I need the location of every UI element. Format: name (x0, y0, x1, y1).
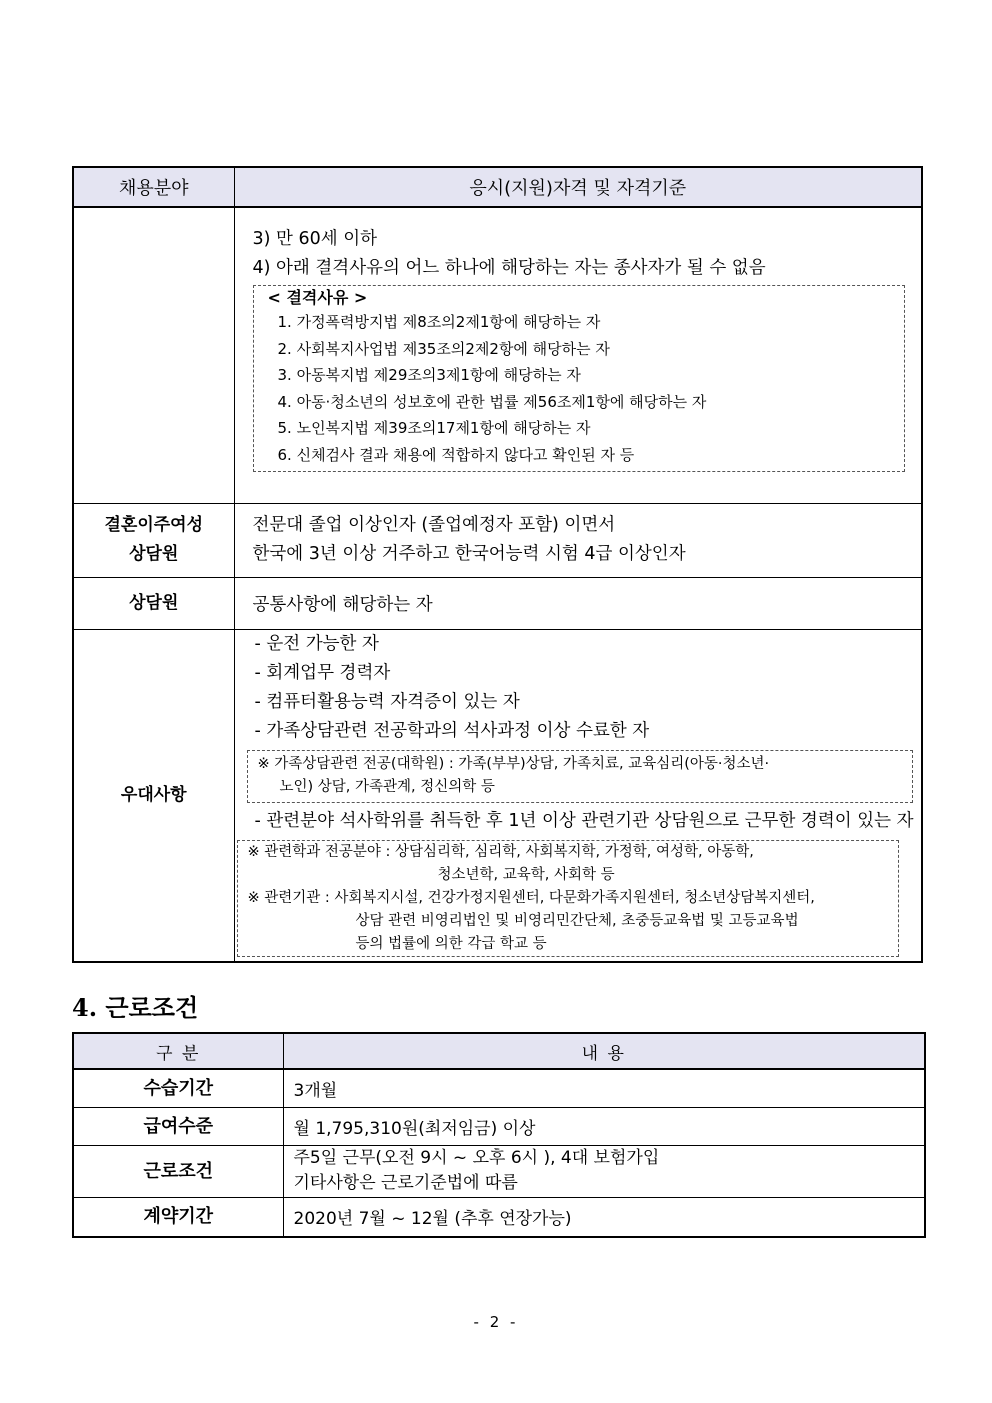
table-row-preference (73, 629, 922, 962)
header-category: 구 분 (73, 1033, 283, 1069)
value-contract-period: 2020년 7월 ~ 12월 (추후 연장가능) (283, 1197, 925, 1237)
category-migrant-line2: 상담원 (129, 544, 179, 564)
value-salary: 월 1,795,310원(최저임금) 이상 (283, 1107, 925, 1145)
major-note-line1: ※ 가족상담관련 전공(대학원) : 가족(부부)상담, 가족치료, 교육심리(아동·청소년· (257, 755, 770, 772)
migrant-requirement-2: 한국에 3년 이상 거주하고 한국어능력 시험 4급 이상인자 (252, 544, 686, 564)
label-salary: 급여수준 (73, 1107, 283, 1145)
table-row-common (73, 207, 922, 503)
related-institutions-line2: 상담 관련 비영리법인 및 비영리민간단체, 초중등교육법 및 고등교육법 (355, 912, 799, 929)
label-contract-period: 계약기간 (73, 1197, 283, 1237)
label-working-conditions: 근로조건 (73, 1145, 283, 1197)
pref-item: - 컴퓨터활용능력 자격증이 있는 자 (254, 691, 520, 712)
header-field: 채용분야 (73, 167, 234, 207)
related-fields-box (237, 840, 899, 957)
related-majors-line1: ※ 관련학과 전공분야 : 상담심리학, 심리학, 사회복지학, 가정학, 여성학, 아동학, (247, 843, 754, 860)
list-item: 3. 아동복지법 제29조의3제1항에 해당하는 자 (277, 366, 581, 384)
category-preference: 우대사항 (73, 629, 234, 962)
pref-item: - 운전 가능한 자 (254, 633, 379, 654)
working-conditions-table (72, 1032, 926, 1238)
list-item: 6. 신체검사 결과 채용에 적합하지 않다고 확인된 자 등 (277, 445, 635, 464)
disqualification-intro: 4) 아래 결격사유의 어느 하나에 해당하는 자는 종사자가 될 수 없음 (252, 258, 766, 278)
value-probation: 3개월 (283, 1069, 925, 1107)
list-item: 2. 사회복지사업법 제35조의2제2항에 해당하는 자 (277, 339, 610, 358)
category-migrant-line1: 결혼이주여성 (104, 515, 204, 535)
list-item: 4. 아동·청소년의 성보호에 관한 법률 제56조제1항에 해당하는 자 (277, 392, 707, 411)
table-row (73, 1197, 925, 1237)
table-row (73, 1069, 925, 1107)
major-note-line2: 노인) 상담, 가족관계, 정신의학 등 (279, 778, 495, 795)
label-probation: 수습기간 (73, 1069, 283, 1107)
table-row (73, 1145, 925, 1197)
list-item: 1. 가정폭력방지법 제8조의2제1항에 해당하는 자 (277, 313, 601, 331)
related-institutions-line3: 등의 법률에 의한 각급 학교 등 (355, 935, 547, 952)
section-title-working-conditions: 4. 근로조건 (72, 993, 199, 1022)
related-institutions-line1: ※ 관련기관 : 사회복지시설, 건강가정지원센터, 다문화가족지원센터, 청소년상담복지센터, (247, 889, 815, 906)
pref-item: - 가족상담관련 전공학과의 석사과정 이상 수료한 자 (254, 720, 650, 741)
major-note-box (247, 750, 913, 803)
migrant-requirement-1: 전문대 졸업 이상인자 (졸업예정자 포함) 이면서 (252, 515, 616, 535)
value-working-hours: 주5일 근무(오전 9시 ~ 오후 6시 ), 4대 보험가입 (293, 1148, 660, 1168)
table-row-migrant (73, 503, 922, 577)
table-header-row (73, 167, 922, 207)
page-number: - 2 - (473, 1313, 519, 1331)
disqualification-box (253, 285, 906, 472)
header-qualification: 응시(지원)자격 및 자격기준 (234, 167, 922, 207)
header-content: 내 용 (283, 1033, 925, 1069)
category-counselor: 상담원 (73, 577, 234, 629)
value-other-terms: 기타사항은 근로기준법에 따름 (293, 1173, 518, 1193)
disqualification-title: < 결격사유 > (267, 288, 368, 307)
list-item: 5. 노인복지법 제39조의17제1항에 해당하는 자 (277, 419, 591, 437)
category-empty (73, 207, 234, 503)
table-header-row (73, 1033, 925, 1069)
table-row (73, 1107, 925, 1145)
qualification-table (72, 166, 923, 963)
table-row-counselor (73, 577, 922, 629)
age-limit-text: 3) 만 60세 이하 (252, 229, 378, 249)
counselor-requirement: 공통사항에 해당하는 자 (234, 577, 922, 629)
pref-item: - 회계업무 경력자 (254, 662, 391, 683)
related-majors-line2: 청소년학, 교육학, 사회학 등 (437, 866, 615, 883)
pref-item-master-degree: - 관련분야 석사학위를 취득한 후 1년 이상 관련기관 상담원으로 근무한 경력이 있는 자 (254, 810, 914, 831)
